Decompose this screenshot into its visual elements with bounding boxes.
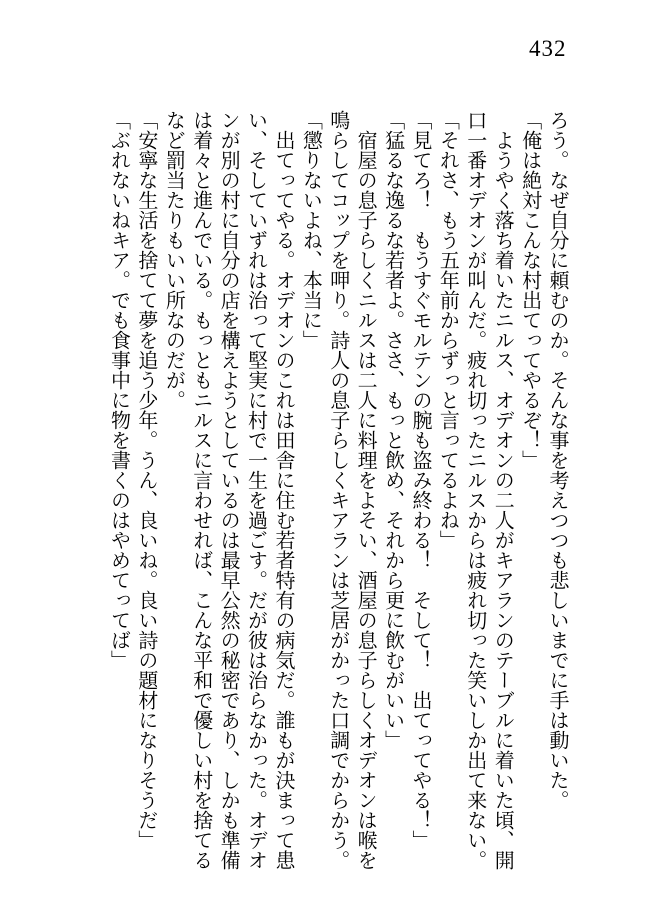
paragraph: ようやく落ち着いたニルス、オデオンの二人がキアランのテーブルに着いた頃、開口一番オデオンが叫んだ。疲れ切ったニルスからは疲れ切った笑いしか出て来ない。 (463, 110, 514, 870)
page-number: 432 (529, 36, 567, 61)
paragraph-dialogue: 「それさ、もう五年前からずっと言ってるよね」 (436, 110, 459, 550)
paragraph-dialogue: 「俺は絶対こんな村出てってやるぞ！」 (518, 110, 541, 470)
paragraph: 出てってやる。オデオンのこれは田舎に住む若者特有の病気だ。誰もが決まって患い、そしていずれは治って堅実に村で一生を過ごす。だが彼は治らなかった。オデオンが別の村に自分の店を構えようとしているのは最早公然の秘密であり、しかも準備は着々と進んでいる。もっともニルスに言わせれば、こんな平和で優しい村を捨てるなど罰当たりもいい所なのだが。 (162, 110, 294, 870)
paragraph-dialogue: 「懲りないよね、本当に」 (299, 110, 322, 350)
paragraph-dialogue: 「見てろ！ もうすぐモルテンの腕も盗み終わる！ そして！ 出てってやる！」 (408, 110, 431, 850)
vertical-text-block (104, 110, 570, 872)
paragraph: 宿屋の息子らしくニルスは二人に料理をよそい、酒屋の息子らしくオデオンは喉を鳴らしてコップを呷り。詩人の息子らしくキアランは芝居がかった口調でからかう。 (326, 110, 377, 870)
paragraph: ろう。なぜ自分に頼むのか。そんな事を考えつつも悲しいまでに手は動いた。 (546, 110, 568, 810)
paragraph-dialogue: 「安寧な生活を捨てて夢を追う少年。うん、良いね。良い詩の題材になりそうだ」 (134, 110, 157, 850)
paragraph-dialogue: 「猛るな逸るな若者よ。ささ、もっと飲め、それから更に飲むがいい」 (381, 110, 404, 750)
paragraph-dialogue: 「ぶれないねキア。でも食事中に物を書くのはやめてってば」 (107, 110, 130, 670)
